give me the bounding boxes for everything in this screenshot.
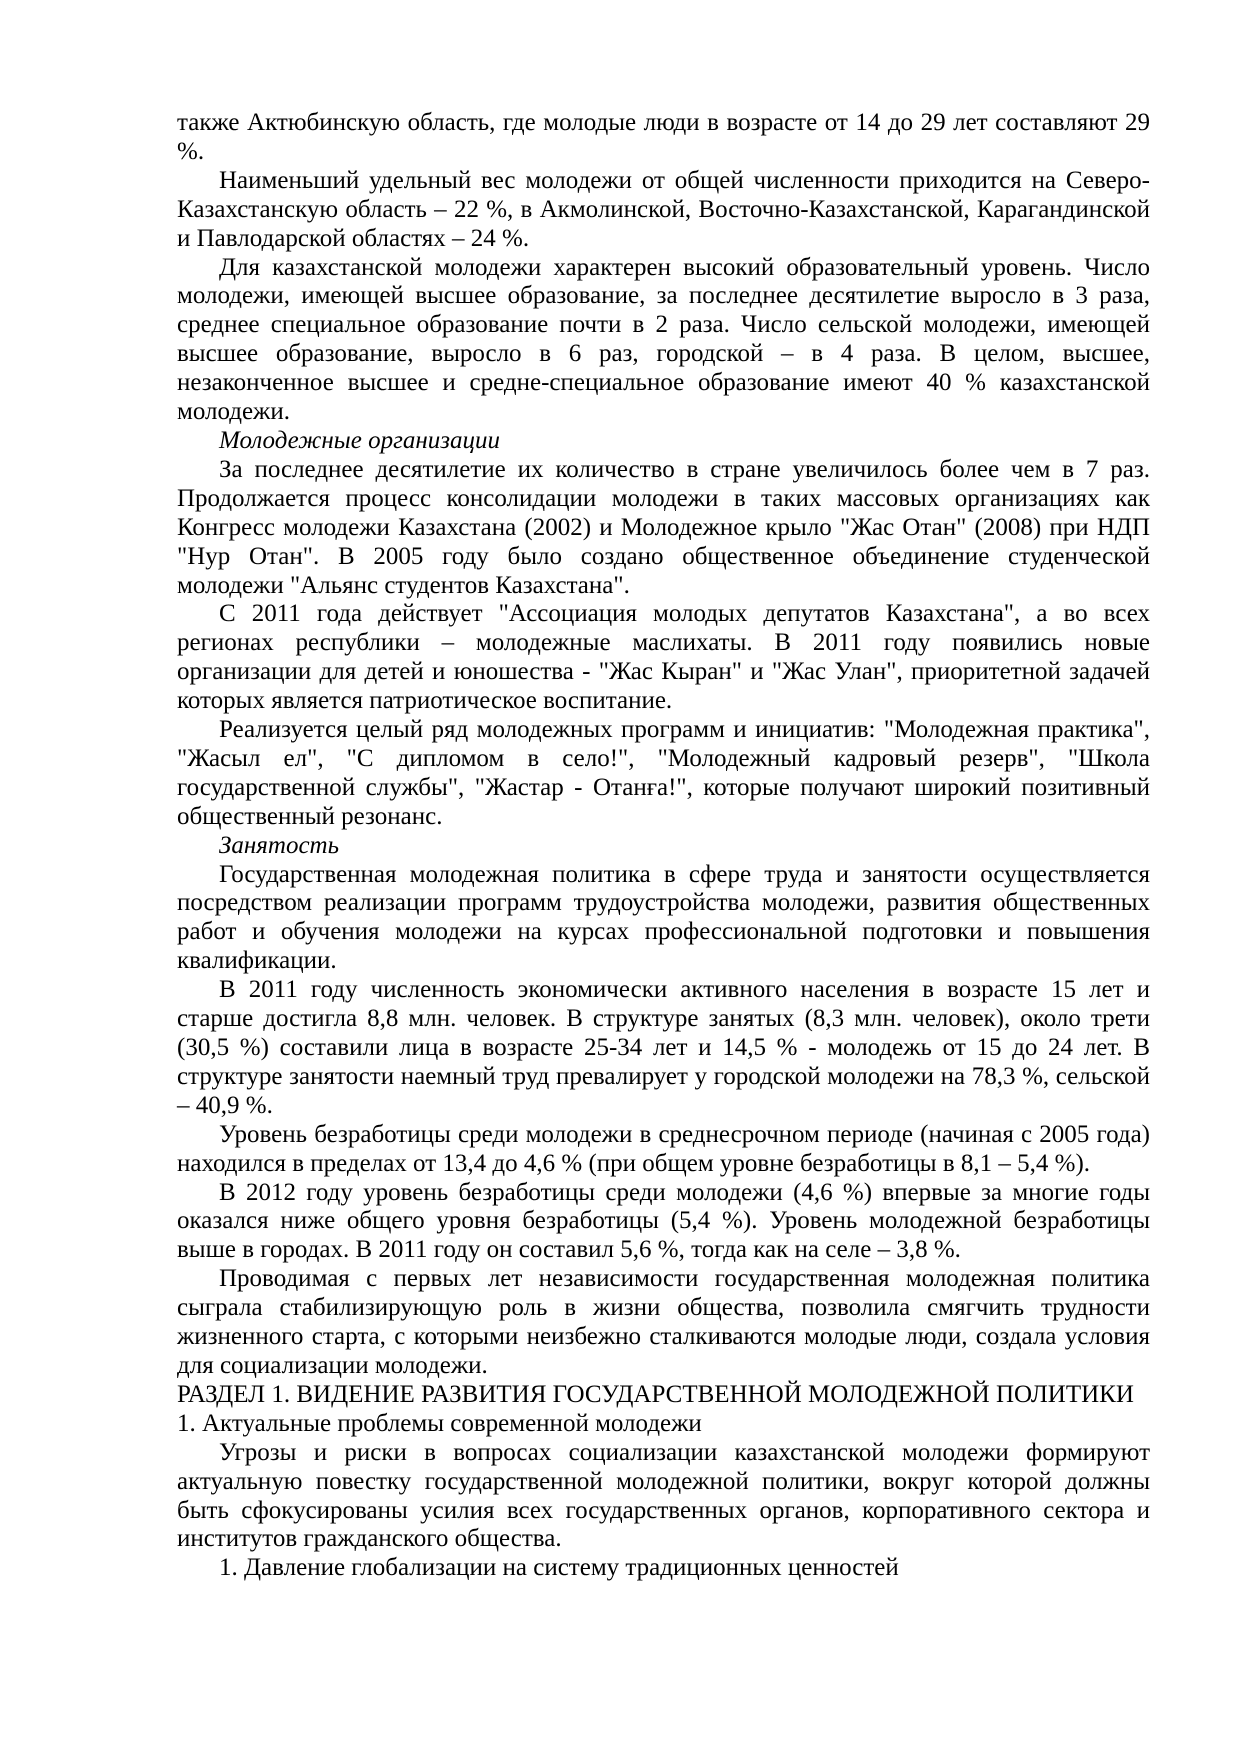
paragraph-2: Наименьший удельный вес молодежи от общей численности приходится на Северо-Казахстанскую область – 22 %, в Акмолинской, Восточно-Казахстанской, Карагандинской и Павлодарской областях – 24 %. <box>177 166 1150 252</box>
subsection-15: 1. Актуальные проблемы современной молодежи <box>177 1409 702 1437</box>
paragraph-10: В 2011 году численность экономически активного населения в возрасте 15 лет и старше достигла 8,8 млн. человек. В структуре занятых (8,3 млн. человек), около трети (30,5 %) составили лица в возрасте 25-34 лет и 14,5 % - молодежь от 15 до 24 лет. В структуре занятости наемный труд превалирует у городской молодежи на 78,3 %, сельской – 40,9 %. <box>177 976 1150 1119</box>
paragraph-3: Для казахстанской молодежи характерен высокий образовательный уровень. Число молодежи, имеющей высшее образование, за последнее десятилетие выросло в 3 раза, среднее специальное образование почти в 2 раза. Число сельской молодежи, имеющей высшее образование, выросло в 6 раз, городской – в 4 раза. В целом, высшее, незаконченное высшее и средне-специальное образование имеют 40 % казахстанской молодежи. <box>177 253 1150 426</box>
paragraph-1: также Актюбинскую область, где молодые люди в возрасте от 14 до 29 лет составляют 29 %. <box>177 109 1150 165</box>
paragraph-12: В 2012 году уровень безработицы среди молодежи (4,6 %) впервые за многие годы оказался ниже общего уровня безработицы (5,4 %). Уровень молодежной безработицы выше в городах. В 2011 году он составил 5,6 %, тогда как на селе – 3,8 %. <box>177 1178 1150 1264</box>
list-item-17: 1. Давление глобализации на систему традиционных ценностей <box>219 1554 899 1582</box>
paragraph-6: С 2011 года действует "Ассоциация молодых депутатов Казахстана", а во всех регионах республики – молодежные маслихаты. В 2011 году появились новые организации для детей и юношества - "Жас Кыран" и "Жас Улан", приоритетной задачей которых является патриотическое воспитание. <box>177 600 1150 715</box>
paragraph-11: Уровень безработицы среди молодежи в среднесрочном периоде (начиная с 2005 года) находился в пределах от 13,4 до 4,6 % (при общем уровне безработицы в 8,1 – 5,4 %). <box>177 1120 1150 1177</box>
paragraph-9: Государственная молодежная политика в сфере труда и занятости осуществляется посредством реализации программ трудоустройства молодежи, развития общественных работ и обучения молодежи на курсах профессиональной подготовки и повышения квалификации. <box>177 860 1150 975</box>
heading-italic-8: Занятость <box>219 831 339 859</box>
paragraph-16: Угрозы и риски в вопросах социализации казахстанской молодежи формируют актуальную повестку государственной молодежной политики, вокруг которой должны быть сфокусированы усилия всех государственных органов, корпоративного сектора и институтов гражданского общества. <box>177 1438 1150 1553</box>
paragraph-7: Реализуется целый ряд молодежных программ и инициатив: "Молодежная практика", "Жасыл ел", "С дипломом в село!", "Молодежный кадровый резерв", "Школа государственной службы", "Жастар - Отанға!", которые получают широкий позитивный общественный резонанс. <box>177 716 1150 830</box>
section-caps-14: РАЗДЕЛ 1. ВИДЕНИЕ РАЗВИТИЯ ГОСУДАРСТВЕННОЙ МОЛОДЕЖНОЙ ПОЛИТИКИ <box>177 1380 1134 1408</box>
paragraph-13: Проводимая с первых лет независимости государственная молодежная политика сыграла стабилизирующую роль в жизни общества, позволила смягчить трудности жизненного старта, с которыми неизбежно сталкиваются молодые люди, создала условия для социализации молодежи. <box>177 1265 1150 1379</box>
heading-italic-4: Молодежные организации <box>219 426 500 454</box>
paragraph-5: За последнее десятилетие их количество в стране увеличилось более чем в 7 раз. Продолжается процесс консолидации молодежи в таких массовых организациях как Конгресс молодежи Казахстана (2002) и Молодежное крыло "Жас Отан" (2008) при НДП "Нур Отан". В 2005 году было создано общественное объединение студенческой молодежи "Альянс студентов Казахстана". <box>177 455 1150 599</box>
